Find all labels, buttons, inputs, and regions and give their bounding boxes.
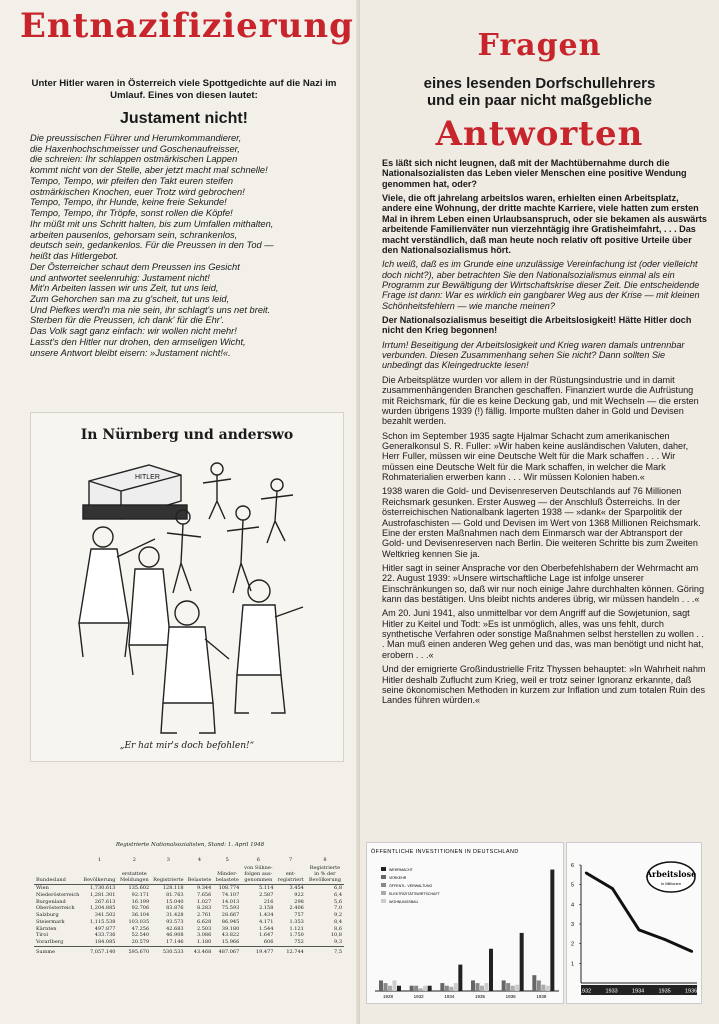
article-paragraph: Am 20. Juni 1941, also unmittelbar vor dem Angriff auf die Sowjetunion, sagt Hitler zu Keitel und Todt: »Es ist unmöglich, alles, was uns fehlt, durch synthetische Verfahren oder sonstige Maßnahmen selbst herstellen zu wollen . . . Man muß einen anderen Weg gehen und das, was man benötigt und nicht hat, erobern . . .« <box>382 608 704 660</box>
poem-line: Mit'n Arbeiten lassen wir uns Zeit, tut uns leid, <box>30 283 219 294</box>
table-cell: 92.171 <box>131 891 150 898</box>
y-tick-label: 3 <box>571 922 575 928</box>
table-cell: 2.503 <box>196 925 212 932</box>
chart-bar <box>489 949 493 991</box>
table-cell: 92.706 <box>131 905 150 912</box>
table-header: Bevölkerung <box>81 864 117 885</box>
table-cell: 128.118 <box>162 885 184 891</box>
table-col-number <box>34 856 81 864</box>
chart-bar <box>506 983 510 991</box>
investment-chart-svg <box>367 843 563 1003</box>
poem-line: unsere Antwort bleibt eisern: »Justament nicht!«. <box>30 347 231 358</box>
table-cell: 6.628 <box>196 918 212 925</box>
table-cell: 74.107 <box>221 891 240 898</box>
chart-bar <box>515 985 519 991</box>
table-row <box>34 912 344 919</box>
table-cell: 9,2 <box>334 912 342 918</box>
table-header: Registrierte in % der Bevölkerung <box>306 864 344 885</box>
table-cell: 757 <box>294 912 304 918</box>
table-cell: Salzburg <box>36 912 59 918</box>
x-tick-label: 1933 <box>605 988 618 995</box>
table-cell: 4.171 <box>259 918 274 925</box>
poem-line: die schreien: Ihr schlappen ostmärkischen Lappen <box>30 154 238 165</box>
table-cell: 135.602 <box>128 885 150 891</box>
table-cell: 8,4 <box>334 918 342 925</box>
poem-line: ostmärkischen Knochen, euer Trotz wird gebrochen! <box>30 186 245 197</box>
chart-subtitle: in Millionen <box>660 881 682 886</box>
table-cell: 487.067 <box>213 946 241 955</box>
cartoon <box>30 412 344 762</box>
investment-chart <box>366 842 564 1004</box>
table-cell: Wien <box>36 885 49 891</box>
legend-swatch <box>381 867 386 871</box>
chart-bar <box>532 975 536 991</box>
y-tick-label: 5 <box>571 882 575 889</box>
legend-swatch <box>381 883 386 887</box>
nazi-registration-table <box>34 856 344 956</box>
table-cell: 1,204.885 <box>90 905 116 912</box>
chart-bar <box>449 987 453 991</box>
table-col-number: 2 <box>132 857 136 863</box>
poem-line: kommt nicht von der Stelle, aber jetzt macht mal schnelle! <box>30 165 268 176</box>
article-paragraph: Hitler sagt in seiner Ansprache vor den Oberbefehlshabern der Wehrmacht am 22. August 1939: »Unsere wirtschaftliche Lage ist infolge unserer Einschränkungen so, daß wir nur noch einige Jahre durchhalten können. Göring kann das bestätigen. Uns bleibt nichts anderes übrig, wir müssen handeln . . .« <box>382 562 705 605</box>
table-cell: 595.670 <box>117 946 151 955</box>
table-col-number: 6 <box>256 857 260 863</box>
table-cell: Tirol <box>36 932 48 939</box>
table-cell: 46.908 <box>166 932 184 939</box>
table-cell: 298 <box>294 898 304 905</box>
table-cell: 1.434 <box>259 912 274 918</box>
y-tick-label: 6 <box>571 863 575 869</box>
chart-bar <box>476 983 480 991</box>
table-cell: 3.454 <box>289 885 304 891</box>
legend-label: VERKEHR <box>389 876 407 880</box>
table-header-row <box>34 864 344 885</box>
x-tick-label: 1934 <box>444 994 455 999</box>
table-header: Minder-belastete <box>213 864 241 885</box>
table-cell: 341.502 <box>94 912 116 918</box>
table-cell: 12.744 <box>275 946 305 955</box>
table-cell: 8.283 <box>196 905 212 912</box>
cartoon-caption: „Er hat mir's doch befohlen!“ <box>119 741 255 751</box>
table-cell: 7,5 <box>306 946 344 955</box>
table-cell: 42.683 <box>166 925 184 932</box>
article-body <box>382 158 707 710</box>
chart-bar <box>419 988 423 991</box>
chart-bar <box>388 986 392 991</box>
table-cell: Oberösterreich <box>36 905 75 912</box>
poem-line: die Haxenhochschmeisser und Goschenaufreisser, <box>30 143 240 154</box>
table-cell: 6,4 <box>334 891 342 898</box>
table-cell: 5,6 <box>334 898 342 905</box>
table-cell: 922 <box>294 891 304 898</box>
chart-bar <box>397 986 401 991</box>
poem-line: und antwortet seelenruhig: Justament nicht! <box>30 272 210 283</box>
x-tick-label: 1934 <box>632 988 645 995</box>
foreground-figures <box>79 527 303 733</box>
subtitle-line-1: eines lesenden Dorfschullehrers <box>423 75 656 92</box>
legend-label: WOHNUNGSBAU <box>389 900 419 904</box>
cartoon-title: In Nürnberg und anderswo <box>80 427 294 443</box>
x-tick-label: 1936 <box>505 994 516 999</box>
table-cell: 1.180 <box>196 939 212 945</box>
article-paragraph: Ich weiß, daß es im Grunde eine unzulässige Vereinfachung ist (oder vielleicht doch nicht?), aber betrachten Sie den Nationalsozialismus einmal als ein Programm zur Bewältigung der Wirtschaftskrise dieser Zeit. Die entscheidende Frage ist dann: War es wirklich ein gangbarer Weg aus der Krise — mit kleinen Schönheitsfehlern — wie manche meinen? <box>382 259 700 311</box>
legend-swatch <box>381 891 386 895</box>
chart-bar <box>384 983 388 991</box>
table-cell: 2.587 <box>259 891 274 898</box>
cartoon-illustration <box>31 413 343 761</box>
table-header: Registrierte <box>151 864 185 885</box>
table-col-number: 8 <box>323 857 327 863</box>
chart-title: ÖFFENTLICHE INVESTITIONEN IN DEUTSCHLAND <box>371 849 519 855</box>
table-cell: 2.158 <box>259 905 274 912</box>
table-cell: 7.656 <box>196 891 212 898</box>
table-cell: 17.146 <box>166 939 184 945</box>
table-cell: 1,281.301 <box>90 891 116 898</box>
poem-line: Der Österreicher schaut dem Preussen ins Gesicht <box>30 261 240 272</box>
table-cell: 14.013 <box>221 898 240 905</box>
table-cell: 7,057.140 <box>81 946 117 955</box>
table-col-number: 1 <box>97 857 102 863</box>
table-row <box>34 926 344 933</box>
table-row <box>34 932 344 939</box>
poem <box>30 133 350 358</box>
poem-line: Sterben für die Preussen, ich dank' für die Ehr'. <box>30 315 225 326</box>
table-cell: 2.406 <box>289 905 304 912</box>
subtitle-line-2: und ein paar nicht maßgebliche <box>426 91 653 109</box>
table-cell: Burgenland <box>36 898 66 905</box>
table-cell: 39.180 <box>221 925 240 932</box>
table-cell: 52.540 <box>131 932 150 939</box>
poem-line: Tempo, Tempo, ihr Tröpfe, sonst rollen die Köpfe! <box>30 208 233 219</box>
poem-title: Justament nicht! <box>119 110 248 127</box>
chart-bar <box>379 980 383 991</box>
table-cell: Niederösterreich <box>36 891 80 898</box>
table-cell: 1.647 <box>259 932 274 939</box>
x-tick-label: 1928 <box>383 994 394 999</box>
table-cell: 28.667 <box>221 912 240 918</box>
table-cell: Kärnten <box>36 925 57 932</box>
table-cell: 5.114 <box>259 885 274 891</box>
chart-bar <box>520 933 524 991</box>
intro-text: Unter Hitler waren in Österreich viele Spottgedichte auf die Nazi im Umlauf. Eines von diesen lautet: <box>31 78 337 101</box>
chart-bar <box>546 986 550 991</box>
table-cell: 3.086 <box>196 932 212 939</box>
background-figures <box>167 463 293 593</box>
table-cell: 606 <box>263 939 274 945</box>
table-cell: 81.763 <box>166 891 184 898</box>
table-cell: 75.593 <box>221 905 240 912</box>
poem-line: Ihr müßt mit uns Schritt halten, bis zum Umfallen mithalten, <box>30 218 274 229</box>
table-cell: 20.579 <box>131 939 150 945</box>
chart-bar <box>393 980 397 991</box>
chart-bar <box>485 983 489 991</box>
table-cell: 184.085 <box>94 939 116 945</box>
table-cell: Steiermark <box>36 918 65 925</box>
poem-line: Zum Gehorchen san ma zu g'scheit, tut uns leid, <box>30 294 230 305</box>
table-row <box>34 905 344 912</box>
y-tick-label: 4 <box>571 902 575 909</box>
table-cell: 1.750 <box>289 932 304 939</box>
article-paragraph: 1938 waren die Gold- und Devisenreserven Deutschlands auf 76 Millionen Reichsmark gesunken. Erster Ausweg — der Anschluß Österreichs. In der österreichischen Nationalbank lagerten 1938 — »dank« der Sparpolitik der Austrofaschisten — Gold und Devisen im Wert von 1368 Millionen Reichsmark. Eine der ersten Maßnahmen nach dem Einmarsch war der Abtransport der Gold- und Devisenreserven nach Berlin. Die weiteren Schritte bis zum Zweiten Weltkrieg kennen Sie ja. <box>382 486 701 559</box>
legend-label: WEHRMACHT <box>389 868 413 872</box>
table-cell: 530.533 <box>151 946 185 955</box>
chart-bar <box>502 980 506 991</box>
x-tick-label: 1932 <box>579 988 592 995</box>
table-caption: Registrierte Nationalsozialisten, Stand: 1. April 1948 <box>115 842 265 848</box>
poem-line: Tempo, Tempo, ihr Hunde, keine freie Sekunde! <box>30 197 227 208</box>
table-cell: 433.736 <box>94 932 116 939</box>
unemployment-chart <box>566 842 702 1004</box>
table-cell: 16.199 <box>131 898 150 905</box>
chart-bar <box>428 986 432 991</box>
right-title-antworten: Antworten <box>435 114 644 154</box>
chart-bar <box>537 980 541 991</box>
chart-bar <box>458 965 462 991</box>
table-cell: 31.428 <box>166 912 184 918</box>
table-cell: 1.027 <box>196 898 212 905</box>
table-sum-row <box>34 946 344 955</box>
table-header: Bundesland <box>34 864 81 885</box>
table-row <box>34 939 344 946</box>
chart-bar <box>414 986 418 991</box>
table-row <box>34 899 344 906</box>
table-header: erstattete Meldungen <box>117 864 151 885</box>
article-paragraph: Die Arbeitsplätze wurden vor allem in der Rüstungsindustrie und in damit zusammenhängenden Branchen geschaffen. Finanziert wurde die Aufrüstung mit Reichsmark, für die es keine Deckung gab, und mit Wechseln — die ersten wurden übrigens 1939 (!) fällig. Importe mußten daher in Gold und Devisen bezahlt werden. <box>382 374 699 427</box>
unemployment-chart-svg <box>567 843 701 1003</box>
article-paragraph: Irrtum! Beseitigung der Arbeitslosigkeit und Krieg waren damals untrennbar verbunden. Diesen Zusammenhang sehen Sie nicht? Dann sollten Sie unbedingt das Kleingedruckte lesen! <box>382 339 685 371</box>
table-number-row <box>34 856 344 864</box>
table-cell: 43.822 <box>221 932 240 939</box>
right-title-fragen: Fragen <box>477 28 602 63</box>
table-cell: 36.104 <box>131 912 150 918</box>
article-paragraph: Der Nationalsozialismus beseitigt die Arbeitslosigkeit! Hätte Hitler doch nicht den Krieg begonnen! <box>382 315 692 336</box>
article-paragraph: Viele, die oft jahrelang arbeitslos waren, erhielten einen Arbeitsplatz, andere eine Wohnung, der dritte machte Karriere, viele hatten zum ersten Mal in ihrem Leben einen Urlaubsanspruch, oder sie bekamen als auswärts arbeitende Familienväter nun vierzehntägig ihre Gratisheimfahrt, . . . Das macht verständlich, daß man heute noch relativ oft positive Urteile über den Nationalsozialismus hört. <box>382 193 707 255</box>
chart-bar <box>454 983 458 991</box>
left-title: Entnazifizierung <box>20 6 354 46</box>
legend-label: ELEKTRIZITÄTSWIRTSCHAFT <box>389 892 440 896</box>
table-cell: 19.477 <box>241 946 275 955</box>
poem-line: Und Piefkes werd'n ma nie sein, ihr schlagt's uns net breit. <box>30 304 271 315</box>
poem-line: arbeiten pausenlos, gehorsam sein, schrankenlos, <box>30 229 238 240</box>
table-body <box>34 885 344 956</box>
chart-bar <box>471 980 475 991</box>
table-cell: 86.945 <box>221 918 240 925</box>
table-cell: 15.040 <box>166 898 184 905</box>
table-cell: 267.613 <box>94 898 116 905</box>
x-tick-label: 1938 <box>536 994 547 999</box>
y-tick-label: 1 <box>571 961 575 968</box>
y-tick-label: 2 <box>571 941 575 948</box>
chart-bar <box>550 870 554 991</box>
table-row <box>34 919 344 926</box>
table-cell: Summe <box>34 946 81 955</box>
table-row <box>34 885 344 892</box>
chart-bar <box>511 986 515 991</box>
chart-bar <box>480 986 484 991</box>
table-header: Belastete <box>186 864 214 885</box>
table-cell: 10,8 <box>330 932 342 939</box>
table-cell: 1,730.613 <box>90 885 116 891</box>
table-cell: 1,115.538 <box>90 918 116 925</box>
table-cell: 15.966 <box>221 939 240 945</box>
table-cell: 216 <box>263 898 274 905</box>
article-paragraph: Es läßt sich nicht leugnen, daß mit der Machtübernahme durch die Nationalsozialisten das Leben vieler Menschen eine positive Wendung genommen hat, oder? <box>382 158 687 189</box>
table-header: von Sühne-folgen aus-genommen <box>241 864 275 885</box>
table-cell: 83.876 <box>166 905 184 912</box>
article-paragraph: Schon im September 1935 sagte Hjalmar Schacht zum amerikanischen Generalkonsul S. R. Fuller: »Wir haben keine ausländischen Valuten, daher, Herr Fuller, müssen wir eine Deutsche Welt für die Mark schaffen . . . Wir müssen eine Deutsche Welt für die Mark schaffen, in welcher die Mark Rohmaterialien erwerben kann . . . Wir müssen Kolonien haben.« <box>382 430 689 483</box>
table-col-number: 4 <box>197 857 202 863</box>
x-tick-label: 1935 <box>475 994 486 999</box>
table-cell: 9.344 <box>196 885 212 891</box>
coffin-label: HITLER <box>135 474 160 481</box>
poem-line: Die preussischen Führer und Herumkommandierer, <box>30 133 242 143</box>
chart-bar <box>440 983 444 991</box>
table-cell: 93.573 <box>166 918 184 925</box>
table-cell: 752 <box>294 939 304 945</box>
table-col-number: 3 <box>166 857 170 863</box>
x-tick-label: 1932 <box>413 994 424 999</box>
poem-line: heißt das Hitlergebot. <box>30 251 119 262</box>
chart-title: Arbeitslose <box>645 869 697 879</box>
chart-bar <box>410 986 414 991</box>
legend-swatch <box>381 875 386 879</box>
x-tick-label: 1935 <box>658 988 671 995</box>
table-cell: 1.544 <box>259 925 274 932</box>
poem-line: Tempo, Tempo, wir pfeifen den Takt euren steifen <box>30 175 234 186</box>
legend-label: ÖFFENTL. VERWALTUNG <box>389 884 433 888</box>
table-cell: 1.121 <box>289 925 304 932</box>
x-tick-label: 1936 <box>685 988 698 995</box>
chart-bar <box>423 986 427 991</box>
table-cell: 103.035 <box>128 918 150 925</box>
table-cell: 9,3 <box>334 939 342 945</box>
table-cell: Vorarlberg <box>36 939 64 945</box>
poem-line: Das Volk sagt ganz einfach: wir wollen nicht mehr! <box>30 326 237 337</box>
chart-bar <box>445 986 449 991</box>
table-cell: 1.353 <box>289 918 304 925</box>
table-cell: 497.877 <box>94 925 116 932</box>
right-subtitle <box>360 76 719 110</box>
table-col-number: 7 <box>289 857 293 863</box>
poem-line: deutsch sein, gedankenlos. Für die Preussen in den Tod — <box>30 240 274 251</box>
table-cell: 6,8 <box>334 885 342 891</box>
chart-bar <box>541 985 545 991</box>
table-cell: 47.256 <box>131 925 150 932</box>
legend-swatch <box>381 899 386 903</box>
table-cell: 108.774 <box>218 885 240 891</box>
table-col-number: 5 <box>225 857 229 863</box>
table-row <box>34 892 344 899</box>
table-header: ent-registriert <box>275 864 305 885</box>
article-paragraph: Und der emigrierte Großindustrielle Fritz Thyssen behauptet: »In Wahrheit nahm Hitler deshalb Zuflucht zum Krieg, weil er trotz seiner Ignoranz erkannte, daß seine ökonomischen Methoden in kurzem zur Inflation und zum totalen Ruin des Landes führen würden.« <box>382 664 706 706</box>
table-cell: 7,0 <box>334 905 342 912</box>
table-cell: 8,6 <box>334 925 342 932</box>
table-cell: 2.761 <box>196 912 212 918</box>
poem-line: Lasst's den Hitler nur drohen, den armseligen Wicht, <box>30 336 246 347</box>
table-cell: 43.468 <box>186 946 214 955</box>
